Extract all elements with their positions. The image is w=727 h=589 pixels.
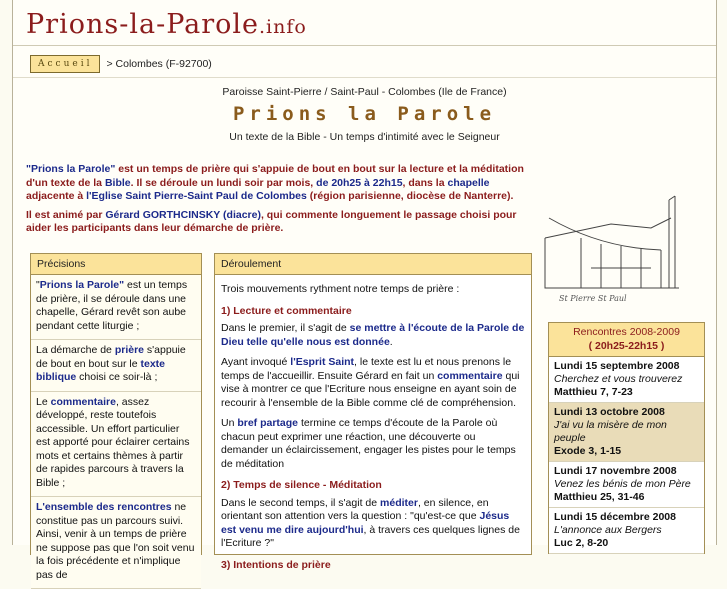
intro-paragraph-1: "Prions la Parole" est un temps de prière qui s'appuie de bout en bout sur la lecture et la méditation d'un texte de la Bible. Il se déroule un lundi soir par mois, de 20h25 à 22h15, dans la chapelle adjacente à l'Eglise Saint Pierre-Saint Paul de Colombes (région parisienne, diocèse de Nanterre). [26,163,524,202]
site-title[interactable] [26,10,307,42]
parish-line: Paroisse Saint-Pierre / Saint-Paul - Colombes (Ile de France) [222,86,507,98]
section-1-paragraph: Dans le premier, il s'agit de se mettre à l'écoute de la Parole de Dieu telle qu'elle nous est donnée. [221,322,525,348]
home-button[interactable]: Accueil [30,55,100,73]
page-title: Prions la Parole [232,103,497,125]
section-1-paragraph: Un bref partage termine ce temps d'écoute de la Parole où chacun peut exprimer une réaction, une découverte ou demander un éclaircissement, engager les pistes pour le temps de méditation [221,417,516,470]
rencontres-title: Rencontres 2008-2009 [573,326,680,338]
precisions-title: Précisions [31,254,201,275]
deroulement-box [214,253,532,571]
breadcrumb [30,55,212,73]
rencontres-header [549,323,704,357]
breadcrumb-location: > Colombes (F-92700) [106,58,212,70]
deroulement-intro: Trois mouvements rythment notre temps de prière : [221,283,460,295]
precision-item: La démarche de prière s'appuie de bout en bout sur le texte biblique choisi ce soir-là ; [31,340,201,392]
event-item[interactable]: Lundi 13 octobre 2008 J'ai vu la misère de mon peuple Exode 3, 1-15 [549,403,704,462]
intro-text [26,163,531,241]
page-subtitle: Un texte de la Bible - Un temps d'intimité avec le Seigneur [229,131,500,143]
header-rule [13,45,716,46]
precision-item: "Prions la Parole" est un temps de prière, il se déroule dans une chapelle, Gérard revêt son aube pendant cette liturgie ; [31,275,201,340]
page-frame [12,0,717,581]
section-1-title: 1) Lecture et commentaire [221,304,352,317]
intro-paragraph-2: Il est animé par Gérard GORTHCINSKY (diacre), qui commente longuement le passage choisi pour aider les participants dans leur démarche de prière. [26,208,517,234]
precision-item: L'ensemble des rencontres ne constitue pas un parcours suivi. Ainsi, venir à un temps de prière ne suppose pas que l'on soit venu la fois précédente et n'implique pas de [31,497,201,589]
event-item[interactable]: Lundi 15 décembre 2008 L'annonce aux Bergers Luc 2, 8-20 [549,508,704,554]
section-3-title: 3) Intentions de prière [221,558,331,571]
event-item[interactable]: Lundi 17 novembre 2008 Venez les bénis de mon Père Matthieu 25, 31-46 [549,462,704,508]
deroulement-title: Déroulement [215,254,531,275]
illustration-caption: St Pierre St Paul [559,294,627,303]
deroulement-body [215,275,531,580]
section-2-title: 2) Temps de silence - Méditation [221,479,382,491]
breadcrumb-rule [13,77,716,78]
event-item[interactable]: Lundi 15 septembre 2008 Cherchez et vous trouverez Matthieu 7, 7-23 [549,357,704,403]
section-2-paragraph: Dans le second temps, il s'agit de méditer, en silence, en orientant son attention vers la question : "qu'est-ce que Jésus est venu me dire aujourd'hui, à travers ces quelques lignes de l'Ecriture ?" [221,496,520,549]
site-title-main: Prions-la-Parole [26,9,260,40]
precision-item: Le commentaire, assez développé, reste toutefois accessible. Un effort particulier est apporté pour éclairer certains mots et certains thèmes à partir de rapides parcours à travers la Bible ; [31,392,201,498]
rencontres-time: ( 20h25-22h15 ) [588,339,665,352]
section-1-paragraph: Ayant invoqué l'Esprit Saint, le texte est lu et nous prenons le temps de l'accueillir. Ensuite Gérard en fait un commentaire qui vise à montrer ce que l'Ecriture nous enseigne en ayant soin de recourir à l'ensemble de la Bible comme clé de compréhension. [221,356,520,409]
precisions-box [30,253,202,581]
church-illustration [541,188,683,306]
rencontres-box [548,322,705,554]
site-title-tld: .info [259,16,307,38]
